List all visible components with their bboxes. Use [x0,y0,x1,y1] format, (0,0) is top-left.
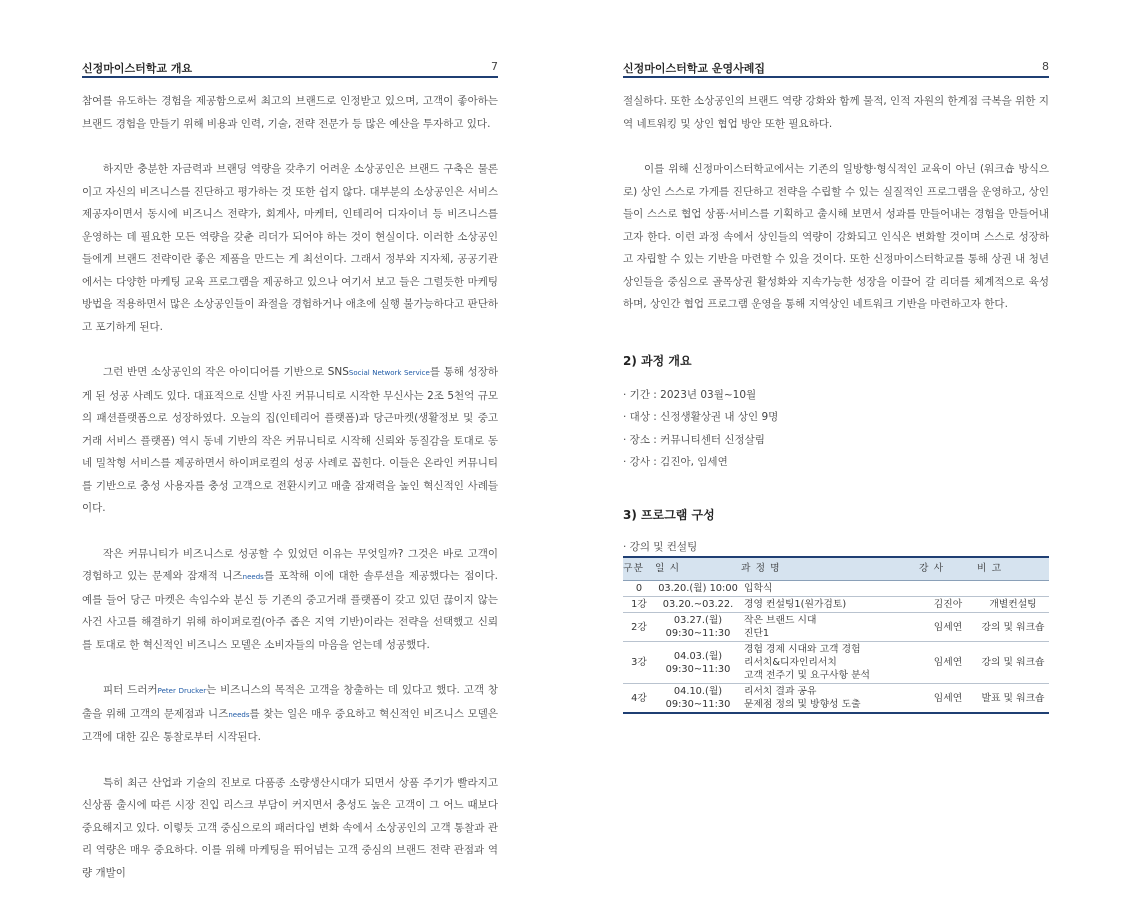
table-body [623,581,1049,714]
table-cell-date: 04.10.(월) 09:30~11:30 [655,684,741,714]
table-cell-title: 작은 브랜드 시대 진단1 [741,613,919,642]
annotation-sub: Social Network Service [348,369,430,377]
right-page [560,0,1100,793]
left-body-text [82,90,498,907]
table-cell-note: 발표 및 워크숍 [977,684,1049,714]
table-cell-no: 0 [623,581,655,597]
table-cell-no: 4강 [623,684,655,714]
table-cell-note: 강의 및 워크숍 [977,613,1049,642]
annotation-sub: Peter Drucker [157,687,207,695]
section-title-program: 3) 프로그램 구성 [623,507,715,522]
table-row [623,642,1049,684]
paragraph: 작은 커뮤니티가 비즈니스로 성공할 수 있었던 이유는 무엇일까? 그것은 바로 고객이 경험하고 있는 문제와 잠재적 니즈needs를 포착해 이에 대한 솔루션을 제공했다는 점이다. 예를 들어 당근 마켓은 속임수와 분신 등 기존의 중고거래 플랫폼이 갖고 있던 끊이지 않는 사건 사고를 해결하기 위해 하이퍼로컬(아주 좁은 지역 기반)이라는 전략을 선택했고 신뢰를 토대로 한 혁신적인 비즈니스 모델은 소비자들의 마음을 얻는데 성공했다. [82,547,498,651]
paragraph: 참여를 유도하는 경험을 제공함으로써 최고의 브랜드로 인정받고 있으며, 고객이 좋아하는 브랜드 경험을 만들기 위해 비용과 인력, 기술, 전략 전문가 등 많은 예산을 투자하고 있다. [82,95,498,130]
right-body-text [623,90,1049,714]
table-cell-title: 리서치 결과 공유 문제점 정의 및 방향성 도출 [741,684,919,714]
table-cell-date: 03.20.(월) 10:00 [655,581,741,597]
table-cell-instructor: 임세연 [919,642,977,684]
table-cell-instructor: 임세연 [919,613,977,642]
overview-item: · 기간 : 2023년 03월~10월 [623,388,757,401]
table-cell-title: 경험 경제 시대와 고객 경험 리서치&디자인리서치 고객 전주기 및 요구사항 분석 [741,642,919,684]
section-title-overview: 2) 과정 개요 [623,353,692,368]
table-cell-no: 3강 [623,642,655,684]
table-row [623,684,1049,714]
left-header-rule [82,76,498,78]
paragraph: 피터 드러커Peter Drucker는 비즈니스의 목적은 고객을 창출하는 데 있다고 했다. 고객 창출을 위해 고객의 문제점과 니즈needs를 찾는 일은 매우 중요하고 혁신적인 비즈니스 모델은 고객에 대한 깊은 통찰로부터 시작된다. [82,684,499,743]
table-header-cell: 일 시 [655,557,741,581]
table-cell-instructor: 김진아 [919,597,977,613]
paragraph: 하지만 충분한 자금력과 브랜딩 역량을 갖추기 어려운 소상공인은 브랜드 구축은 물론이고 자신의 비즈니스를 진단하고 평가하는 것 또한 쉽지 않다. 대부분의 소상공인은 서비스 제공자이면서 동시에 비즈니스 전략가, 회계사, 마케터, 인테리어 디자이너 등 비즈니스를 운영하는 데 필요한 모든 역량을 갖춘 리더가 되어야 하는 것이 현실이다. 이러한 소상공인들에게 브랜드 전략이란 좋은 제품을 만드는 게 최선이다. 그래서 정부와 지자체, 공공기관에서는 다양한 마케팅 교육 프로그램을 제공하고 있으나 여기서 보고 들은 그럴듯한 마케팅 방법을 적용하면서 많은 소상공인들이 좌절을 경험하거나 애초에 실행 불가능하다고 판단하고 포기하게 된다. [82,163,498,333]
left-page-number: 7 [491,60,498,73]
table-row [623,581,1049,597]
table-cell-instructor: 임세연 [919,684,977,714]
table-header-row [623,557,1049,581]
table-row [623,613,1049,642]
table-row [623,597,1049,613]
right-header-rule [623,76,1049,78]
overview-item: · 장소 : 커뮤니티센터 신정살림 [623,433,765,446]
overview-item: · 대상 : 신정생활상권 내 상인 9명 [623,411,779,423]
left-header-title: 신정마이스터학교 개요 [82,62,193,75]
table-cell-instructor [919,581,977,597]
paragraph: 절실하다. 또한 소상공인의 브랜드 역량 강화와 함께 물적, 인적 자원의 한계점 극복을 위한 지역 네트워킹 및 상인 협업 방안 또한 필요하다. [623,95,1049,130]
overview-item: · 강사 : 김진아, 임세연 [623,456,728,468]
table-header-cell: 과 정 명 [741,557,919,581]
table-cell-title: 경영 컨설팅1(원가검토) [741,597,919,613]
right-header-title: 신정마이스터학교 운영사례집 [623,62,765,75]
table-cell-no: 1강 [623,597,655,613]
table-cell-note: 개별컨설팅 [977,597,1049,613]
left-page [0,0,540,879]
table-cell-no: 2강 [623,613,655,642]
table-caption: · 강의 및 컨설팅 [623,540,698,553]
annotation-sub: needs [242,573,264,581]
table-cell-note [977,581,1049,597]
table-header-cell: 강 사 [919,557,977,581]
table-cell-note: 강의 및 워크숍 [977,642,1049,684]
annotation-sub: needs [228,710,250,719]
paragraph: 특히 최근 산업과 기술의 진보로 다품종 소량생산시대가 되면서 상품 주기가 빨라지고 신상품 출시에 따른 시장 진입 리스크 부담이 커지면서 충성도 높은 고객이 그 어느 때보다 중요해지고 있다. 이렇듯 고객 중심으로의 패러다임 변화 속에서 소상공인의 고객 통찰과 관리 역량은 매우 중요하다. 이를 위해 마케팅을 뛰어넘는 고객 중심의 브랜드 전략 관점과 역량 개발이 [82,776,498,879]
right-page-number: 8 [1042,60,1049,73]
table-cell-title: 입학식 [741,581,919,597]
table-header-cell: 구분 [623,557,655,581]
program-table [623,556,1049,715]
table-header-cell: 비 고 [977,557,1049,581]
table-cell-date: 04.03.(월) 09:30~11:30 [655,642,741,684]
table-cell-date: 03.27.(월) 09:30~11:30 [655,613,741,642]
paragraph: 그런 반면 소상공인의 작은 아이디어를 기반으로 SNSSocial Network Service를 통해 성장하게 된 성공 사례도 있다. 대표적으로 신발 사진 커뮤니티로 시작한 무신사는 2조 5천억 규모의 패션플랫폼으로 성장하였다. 오늘의 집(인테리어 플랫폼)과 당근마켓(생활정보 및 중고거래 서비스 플랫폼) 역시 동네 기반의 작은 커뮤니티로 시작해 신뢰와 동질감을 토대로 동네 밀착형 서비스를 제공하면서 하이퍼로컬의 성공 사례로 꼽힌다. 이들은 온라인 커뮤니티를 기반으로 충성 사용자를 충성 고객으로 전환시키고 매출 잠재력을 높인 혁신적인 사례들이다. [82,366,498,514]
table-cell-date: 03.20.~03.22. [655,597,741,613]
paragraph: 이를 위해 신정마이스터학교에서는 기존의 일방향·형식적인 교육이 아닌 (워크숍 방식으로) 상인 스스로 가게를 진단하고 전략을 수립할 수 있는 실질적인 프로그램을 운영하고, 상인들이 스스로 협업 상품·서비스를 기획하고 출시해 보면서 성과를 만들어내는 경험을 만들어내고자 한다. 이런 과정 속에서 상인들의 역량이 강화되고 인식은 변화할 것이며 스스로 성장하고 자립할 수 있는 기반을 마련할 수 있을 것이다. 또한 신정마이스터학교를 통해 상권 내 청년상인들을 중심으로 골목상권 활성화와 지속가능한 성장을 이끌어 갈 리더를 체계적으로 육성하며, 상인간 협업 프로그램 운영을 통해 지역상인 네트워크 기반을 마련하고자 한다. [623,163,1049,310]
overview-list [623,384,1049,474]
